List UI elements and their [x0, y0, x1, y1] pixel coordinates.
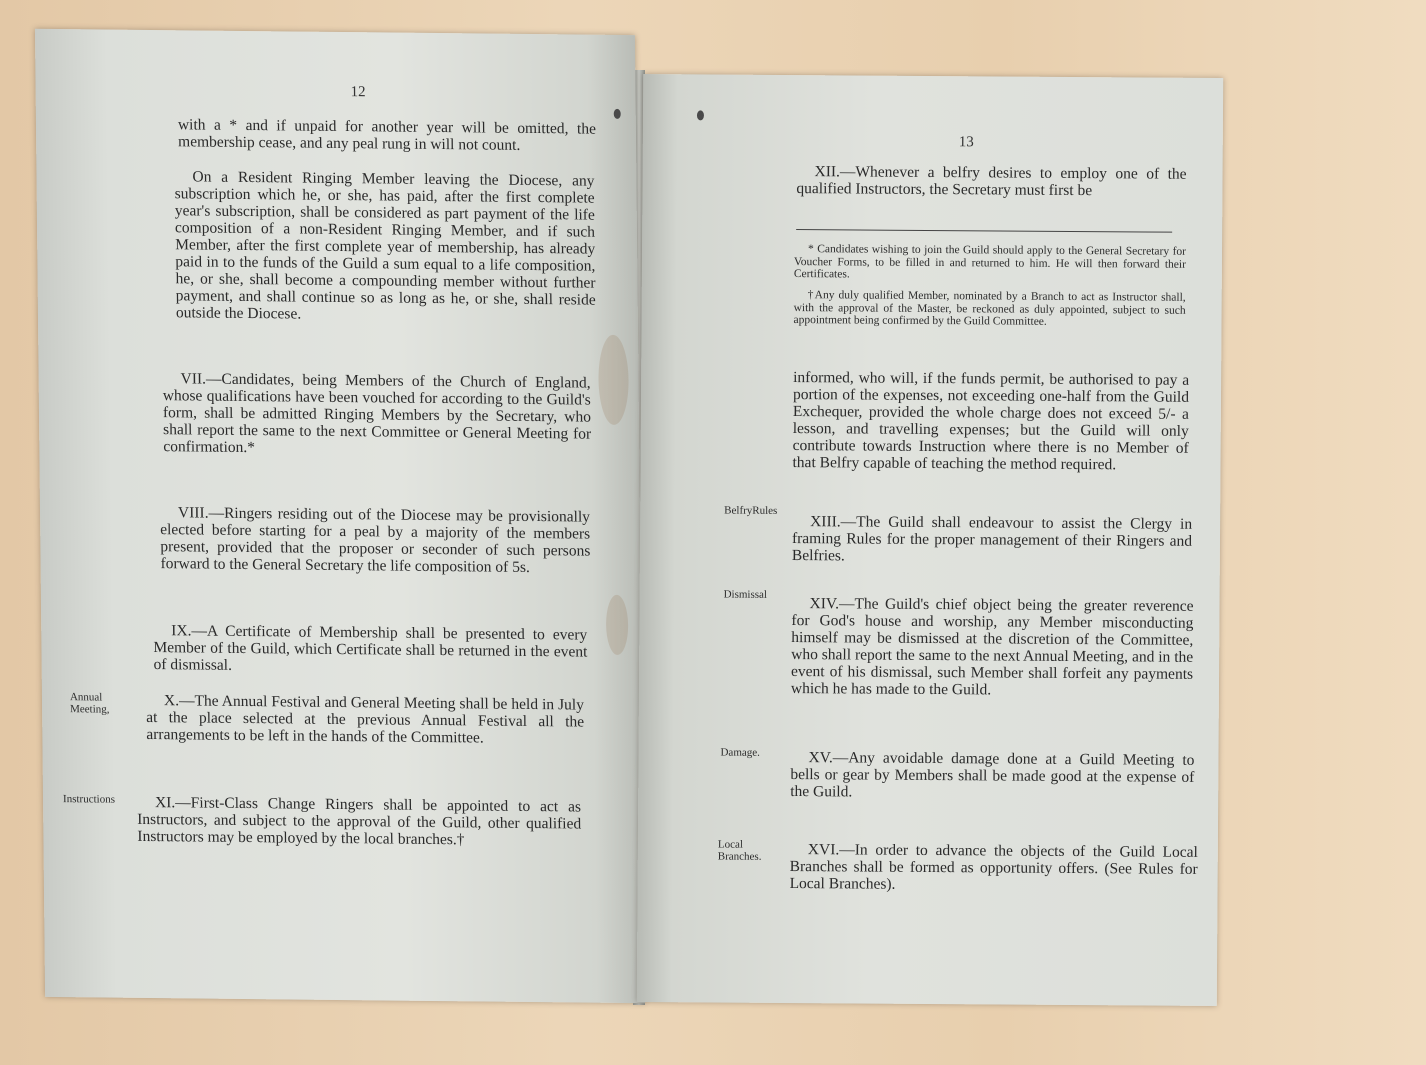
page-number: 13 [958, 134, 974, 151]
footnote-candidates: * Candidates wishing to join the Guild should apply to the General Secretary for Voucher Forms, to be filled in and returned to him. He will then forward their Certificates. [793, 243, 1187, 281]
rule-xii-continuation: informed, who will, if the funds permit, be authorised to pay a portion of the expenses, not exceeding one-half from the Guild Exchequer, provided the whole charge does not exceed 5/- a lesson, and travelling expenses; but the Guild will only contribute towards Instruction where there is no Member of that Belfry capable of teaching the method required. [792, 369, 1190, 474]
rule-x: X.—The Annual Festival and General Meeting shall be held in July at the place selected at the previous Annual Festival all the arrangements to be left in the hands of the Committee. [146, 692, 585, 747]
rule-ix: IX.—A Certificate of Membership shall be presented to every Member of the Guild, which Certificate shall be returned in the event of dismissal. [153, 622, 588, 674]
staple-hole [614, 109, 621, 119]
margin-note-local-branches: Local Branches. [717, 838, 762, 863]
rule-xiv: XIV.—The Guild's chief object being the greater reverence for God's house and worship, any Member misconducting himself may be dismissed at the discretion of the Committee, who shall report the same to the next Annual Meeting, and in the event of his dismissal, such Member shall forfeit any payments which he has made to the Guild. [790, 595, 1194, 699]
rule-xii: XII.—Whenever a belfry desires to employ one of the qualified Instructors, the Secretary must first be [796, 163, 1187, 200]
left-page [35, 29, 645, 1003]
margin-note-belfry-rules: BelfryRules [724, 504, 778, 517]
footnote-instructor: †Any duly qualified Member, nominated by a Branch to act as Instructor shall, with the approval of the Master, be reckoned as duly appointed, subject to such appointment being confirmed by the Guild Committee. [793, 289, 1186, 328]
staple-hole [697, 110, 704, 120]
paragraph-resident-member: On a Resident Ringing Member leaving the Diocese, any subscription which he, or she, has paid, after the first complete year's subscription, shall be considered as part payment of the life composition of a non-Resident Ringing Member, and if such Member, after the first complete year of membership, has already paid in to the funds of the Guild a sum equal to a life composition, he, or she, shall become a compounding member without further payment, and shall continue so as long as he, or she, shall reside outside the Diocese. [174, 168, 596, 323]
margin-note-dismissal: Dismissal [723, 588, 768, 601]
rule-viii: VIII.—Ringers residing out of the Diocese may be provisionally elected before starting for a peal by a majority of the members present, provided that the proposer or seconder of such persons forward to the General Secretary the life composition of 5s. [160, 504, 591, 576]
paragraph-continuation: with a * and if unpaid for another year will be omitted, the membership cease, and any peal rung in will not count. [177, 116, 596, 154]
footnote-rule [796, 229, 1172, 233]
right-page [637, 74, 1223, 1006]
rule-xv: XV.—Any avoidable damage done at a Guild Meeting to bells or gear by Members shall be made good at the expense of the Guild. [790, 749, 1195, 801]
rule-xvi: XVI.—In order to advance the objects of the Guild Local Branches shall be formed as opportunity offers. (See Rules for Local Branches). [789, 841, 1198, 893]
rule-vii: VII.—Candidates, being Members of the Church of England, whose qualifications have been vouched for according to the Guild's form, shall be admitted Ringing Members by the Secretary, who shall report the same to the next Committee or General Meeting for confirmation.* [162, 370, 592, 457]
rule-xi: XI.—First-Class Change Ringers shall be appointed to act as Instructors, and subject to the approval of the Guild, other qualified Instructors may be employed by the local branches.† [137, 794, 582, 849]
rule-xiii: XIII.—The Guild shall endeavour to assist the Clergy in framing Rules for the proper management of their Ringers and Belfries. [791, 513, 1193, 565]
margin-note-damage: Damage. [720, 746, 760, 759]
page-number: 12 [350, 84, 366, 101]
margin-note-annual-meeting: Annual Meeting, [69, 691, 110, 716]
margin-note-instructions: Instructions [62, 793, 116, 806]
